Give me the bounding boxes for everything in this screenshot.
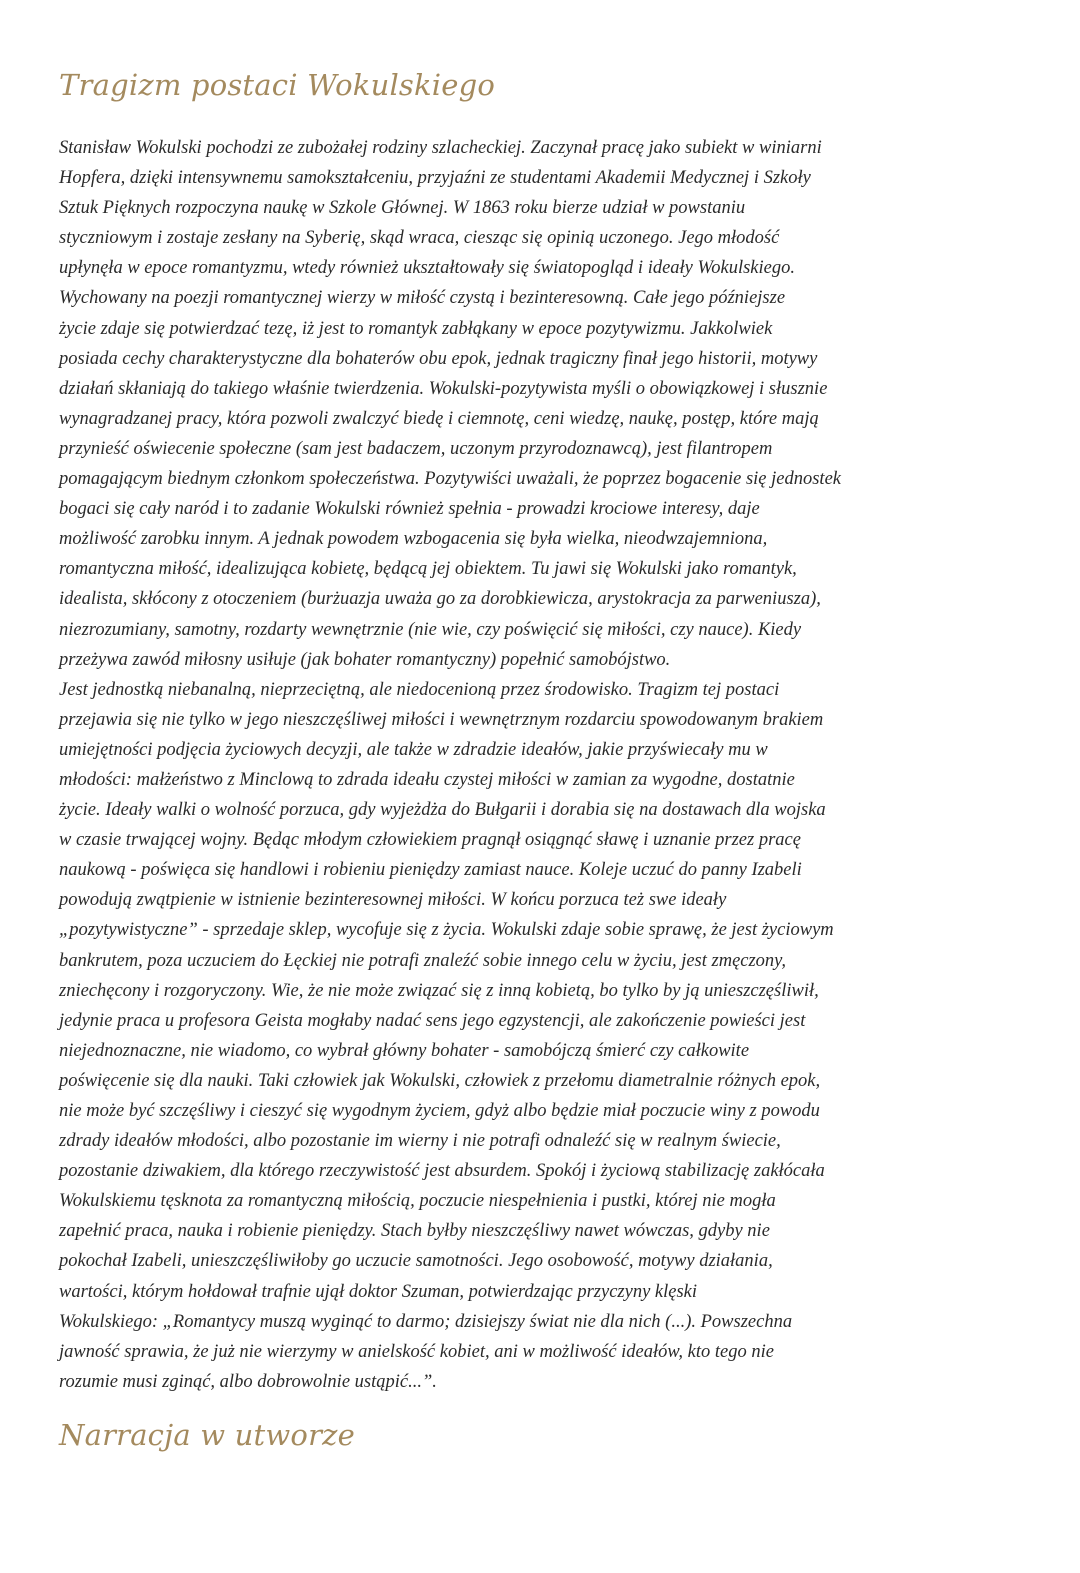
body-paragraph bbox=[59, 133, 1027, 1397]
text-line: Wychowany na poezji romantycznej wierzy w miłość czystą i bezinteresowną. Całe jego późniejsze bbox=[59, 288, 786, 309]
text-line: rozumie musi zginąć, albo dobrowolnie ustąpić...”. bbox=[59, 1371, 437, 1392]
text-line: „pozytywistyczne” - sprzedaje sklep, wycofuje się z życia. Wokulski zdaje sobie sprawę, że jest życiowym bbox=[59, 920, 834, 941]
text-line: naukową - poświęca się handlowi i robieniu pieniędzy zamiast nauce. Koleje uczuć do panny Izabeli bbox=[59, 860, 802, 881]
text-line: Hopfera, dzięki intensywnemu samokształceniu, przyjaźni ze studentami Akademii Medycznej i Szkoły bbox=[59, 168, 811, 189]
text-line: posiada cechy charakterystyczne dla bohaterów obu epok, jednak tragiczny finał jego historii, motywy bbox=[59, 348, 818, 369]
text-line: romantyczna miłość, idealizująca kobietę, będącą jej obiektem. Tu jawi się Wokulski jako romantyk, bbox=[59, 559, 797, 580]
text-line: nie może być szczęśliwy i cieszyć się wygodnym życiem, gdyż albo będzie miał poczucie winy z powodu bbox=[59, 1101, 820, 1121]
text-line: jedynie praca u profesora Geista mogłaby nadać sens jego egzystencji, ale zakończenie powieści jest bbox=[59, 1010, 806, 1031]
text-line: niejednoznaczne, nie wiadomo, co wybrał główny bohater - samobójczą śmierć czy całkowite bbox=[59, 1040, 750, 1061]
text-line: młodości: małżeństwo z Minclową to zdrada ideału czystej miłości w zamian za wygodne, dostatnie bbox=[59, 769, 795, 790]
text-line: Wokulskiemu tęsknota za romantyczną miłością, poczucie niespełnienia i pustki, której nie mogła bbox=[59, 1191, 776, 1212]
text-line: działań skłaniają do takiego właśnie twierdzenia. Wokulski-pozytywista myśli o obowiązkowej i słusznie bbox=[59, 378, 828, 399]
text-line: bankrutem, poza uczuciem do Łęckiej nie potrafi znaleźć sobie innego celu w życiu, jest zmęczony, bbox=[59, 950, 787, 971]
text-line: wartości, którym hołdował trafnie ujął doktor Szuman, potwierdzając przyczyny klęski bbox=[59, 1281, 698, 1302]
text-line: Wokulskiego: „Romantycy muszą wyginąć to darmo; dzisiejszy świat nie dla nich (...). Powszechna bbox=[59, 1311, 793, 1332]
text-line: przejawia się nie tylko w jego nieszczęśliwej miłości i wewnętrznym rozdarciu spowodowanym brakiem bbox=[59, 709, 824, 730]
text-line: możliwość zarobku innym. A jednak powodem wzbogacenia się była wielka, nieodwzajemniona, bbox=[59, 529, 768, 550]
text-line: idealista, skłócony z otoczeniem (burżuazja uważa go za dorobkiewicza, arystokracja za parweniusza), bbox=[59, 589, 821, 610]
section-heading-tragizm: Tragizm postaci Wokulskiego bbox=[59, 68, 496, 102]
text-line: Sztuk Pięknych rozpoczyna naukę w Szkole Głównej. W 1863 roku bierze udział w powstaniu bbox=[59, 198, 746, 219]
text-line: zniechęcony i rozgoryczony. Wie, że nie może związać się z inną kobietą, bo tylko by ją unieszczęśliwił, bbox=[59, 980, 819, 1001]
text-line: styczniowym i zostaje zesłany na Syberię, skąd wraca, ciesząc się opinią uczonego. Jego młodość bbox=[59, 228, 780, 249]
text-line: zdrady ideałów młodości, albo pozostanie im wierny i nie potrafi odnaleźć się w realnym świecie, bbox=[59, 1131, 781, 1152]
text-line: zapełnić praca, nauka i robienie pieniędzy. Stach byłby nieszczęśliwy nawet wówczas, gdyby nie bbox=[59, 1221, 770, 1242]
text-line: bogaci się cały naród i to zadanie Wokulski również spełnia - prowadzi krociowe interesy, daje bbox=[59, 499, 760, 520]
text-line: upłynęła w epoce romantyzmu, wtedy również ukształtowały się światopogląd i ideały Wokulskiego. bbox=[59, 258, 795, 279]
text-line: pokochał Izabeli, unieszczęśliwiłoby go uczucie samotności. Jego osobowość, motywy działania, bbox=[59, 1251, 773, 1272]
text-line: pomagającym biednym członkom społeczeństwa. Pozytywiści uważali, że poprzez bogacenie się jednostek bbox=[59, 469, 841, 490]
text-line: jawność sprawia, że już nie wierzymy w anielskość kobiet, ani w możliwość ideałów, kto tego nie bbox=[59, 1341, 774, 1362]
text-line: przeżywa zawód miłosny usiłuje (jak bohater romantyczny) popełnić samobójstwo. bbox=[59, 649, 671, 670]
text-line: pozostanie dziwakiem, dla którego rzeczywistość jest absurdem. Spokój i życiową stabilizację zakłócała bbox=[59, 1161, 825, 1182]
text-line: życie zdaje się potwierdzać tezę, iż jest to romantyk zabłąkany w epoce pozytywizmu. Jakkolwiek bbox=[59, 318, 773, 339]
text-line: niezrozumiany, samotny, rozdarty wewnętrznie (nie wie, czy poświęcić się miłości, czy nauce). Kiedy bbox=[59, 619, 802, 640]
text-line: powodują zwątpienie w istnienie bezinteresownej miłości. W końcu porzuca też swe ideały bbox=[59, 890, 727, 911]
text-line: w czasie trwającej wojny. Będąc młodym człowiekiem pragnął osiągnąć sławę i uznanie przez pracę bbox=[59, 830, 801, 851]
text-line: Stanisław Wokulski pochodzi ze zubożałej rodziny szlacheckiej. Zaczynał pracę jako subiekt w winiarni bbox=[59, 138, 822, 158]
text-line: Jest jednostką niebanalną, nieprzeciętną, ale niedocenioną przez środowisko. Tragizm tej postaci bbox=[59, 679, 780, 700]
text-line: poświęcenie się dla nauki. Taki człowiek jak Wokulski, człowiek z przełomu diametralnie różnych epok, bbox=[59, 1070, 821, 1091]
text-line: życie. Ideały walki o wolność porzuca, gdy wyjeżdża do Bułgarii i dorabia się na dostawach dla wojska bbox=[59, 800, 826, 821]
section-heading-narracja: Narracja w utworze bbox=[59, 1418, 355, 1452]
text-line: wynagradzanej pracy, która pozwoli zwalczyć biedę i ciemnotę, ceni wiedzę, naukę, postęp, które mają bbox=[59, 408, 819, 429]
text-line: przynieść oświecenie społeczne (sam jest badaczem, uczonym przyrodoznawcą), jest filantropem bbox=[59, 438, 773, 459]
text-line: umiejętności podjęcia życiowych decyzji, ale także w zdradzie ideałów, jakie przyświecały mu w bbox=[59, 739, 768, 760]
